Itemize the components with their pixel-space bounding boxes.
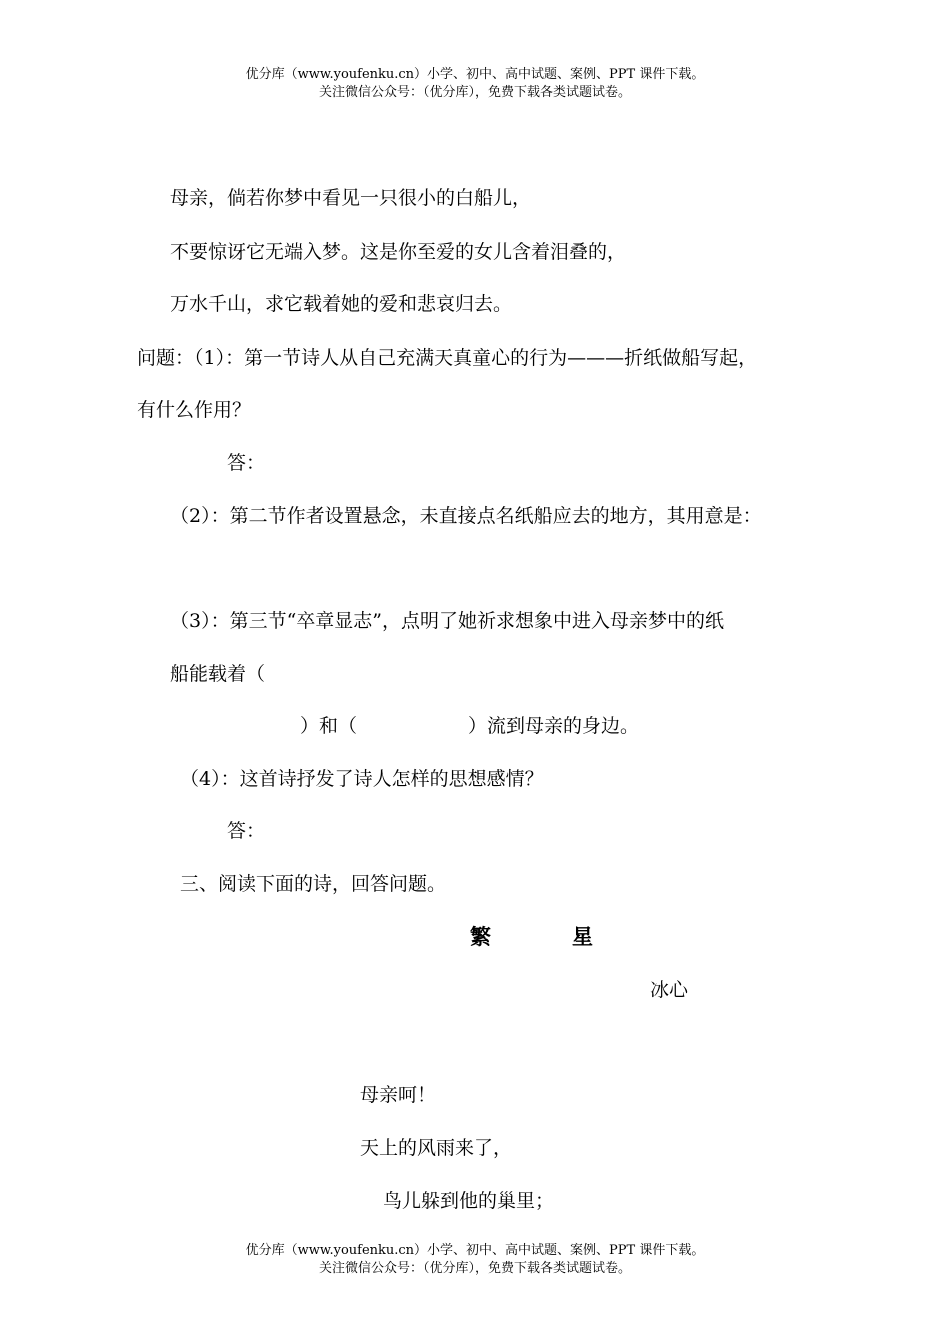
poem-title-char-1: 繁 bbox=[470, 924, 491, 949]
question-1-line-1: 问题：（1）：第一节诗人从自己充满天真童心的行为———折纸做船写起， bbox=[137, 347, 758, 369]
question-2: （2）：第二节作者设置悬念，未直接点名纸船应去的地方，其用意是： bbox=[170, 505, 762, 527]
question-3-line-2: 船能载着（ bbox=[170, 663, 266, 685]
question-3-line-3-part-b: ）流到母亲的身边。 bbox=[468, 715, 640, 737]
footer-line-1: 优分库（www.youfenku.cn）小学、初中、高中试题、案例、PPT 课件下载。 bbox=[245, 1243, 705, 1258]
poem-author: 冰心 bbox=[650, 979, 689, 1001]
poem1-line-1: 母亲，倘若你梦中看见一只很小的白船儿， bbox=[170, 187, 532, 209]
footer-line-2: 关注微信公众号：（优分库），免费下载各类试题试卷。 bbox=[318, 1261, 631, 1276]
poem2-line-2: 天上的风雨来了， bbox=[360, 1137, 513, 1159]
question-1-answer: 答： bbox=[227, 452, 266, 474]
poem2-line-1: 母亲呵！ bbox=[360, 1084, 437, 1106]
question-3-line-1: （3）：第三节“卒章显志”，点明了她祈求想象中进入母亲梦中的纸 bbox=[170, 610, 725, 632]
header-line-1: 优分库（www.youfenku.cn）小学、初中、高中试题、案例、PPT 课件下载。 bbox=[245, 67, 705, 82]
poem1-line-2: 不要惊讶它无端入梦。这是你至爱的女儿含着泪叠的， bbox=[170, 241, 627, 263]
question-4-answer: 答： bbox=[227, 820, 266, 842]
question-1-line-2: 有什么作用？ bbox=[137, 399, 252, 421]
poem2-line-3: 鸟儿躲到他的巢里； bbox=[383, 1190, 555, 1212]
section-3-heading: 三、阅读下面的诗，回答问题。 bbox=[180, 873, 447, 895]
header-line-2: 关注微信公众号：（优分库），免费下载各类试题试卷。 bbox=[318, 85, 631, 100]
question-4: （4）：这首诗抒发了诗人怎样的思想感情？ bbox=[180, 768, 544, 790]
question-3-line-3-part-a: ）和（ bbox=[300, 715, 358, 737]
poem-title-char-2: 星 bbox=[572, 924, 593, 949]
poem1-line-3: 万水千山，求它载着她的爱和悲哀归去。 bbox=[170, 293, 513, 315]
